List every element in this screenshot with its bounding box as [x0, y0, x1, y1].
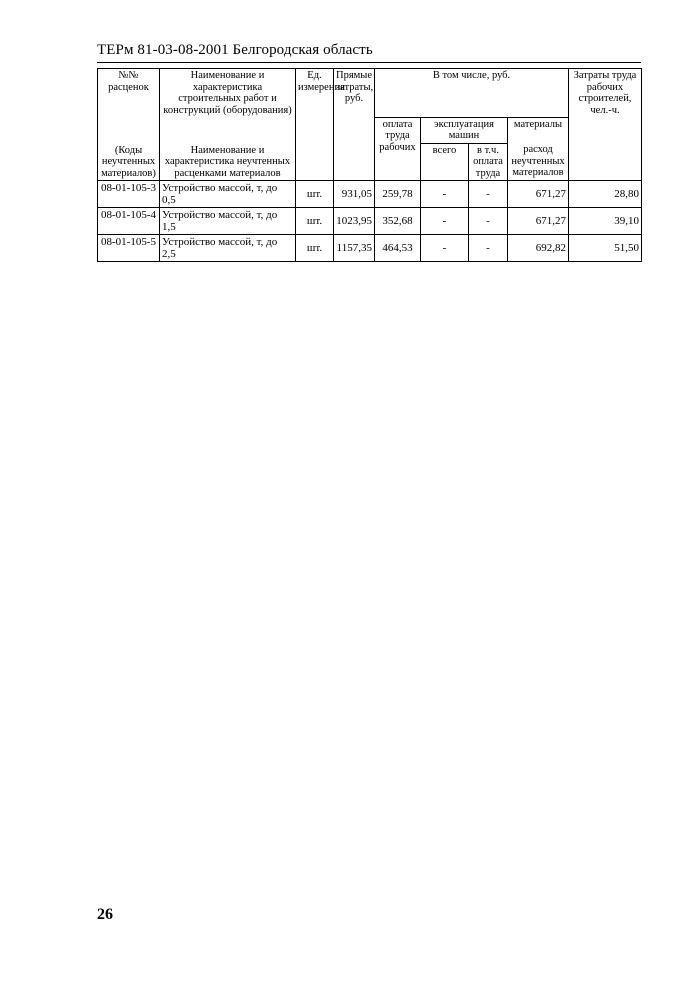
cell-materials: 671,27	[508, 208, 569, 235]
cell-machines-labor: -	[469, 181, 508, 208]
header-name-sub: Наименование и характеристика неучтенных расценками материалов	[160, 117, 296, 181]
cell-materials: 692,82	[508, 235, 569, 262]
cell-direct-costs: 1023,95	[334, 208, 375, 235]
cell-unit: шт.	[296, 208, 334, 235]
cell-machines-total: -	[421, 208, 469, 235]
cell-name: Устройство массой, т, до 1,5	[160, 208, 296, 235]
header-code: №№ расценок	[98, 69, 160, 118]
header-labor-costs: Затраты труда рабочих строителей, чел.-ч.	[569, 69, 642, 181]
header-code-sub: (Коды неучтенных материалов)	[98, 117, 160, 181]
table-row	[98, 208, 642, 235]
cell-labor-pay: 464,53	[375, 235, 421, 262]
rates-table	[97, 68, 642, 262]
header-materials: материалы	[508, 117, 569, 143]
cell-labor-pay: 352,68	[375, 208, 421, 235]
header-machines-labor: в т.ч. оплата труда	[469, 143, 508, 181]
header-direct-costs: Прямые затраты, руб.	[334, 69, 375, 181]
cell-machines-total: -	[421, 181, 469, 208]
cell-machines-total: -	[421, 235, 469, 262]
cell-labor-costs: 51,50	[569, 235, 642, 262]
cell-direct-costs: 931,05	[334, 181, 375, 208]
cell-name: Устройство массой, т, до 2,5	[160, 235, 296, 262]
table-row	[98, 181, 642, 208]
cell-materials: 671,27	[508, 181, 569, 208]
cell-unit: шт.	[296, 235, 334, 262]
document-title: ТЕРм 81-03-08-2001 Белгородская область	[97, 42, 373, 58]
header-row-1	[98, 69, 642, 118]
cell-direct-costs: 1157,35	[334, 235, 375, 262]
cell-unit: шт.	[296, 181, 334, 208]
header-incl-group: В том числе, руб.	[375, 69, 569, 118]
page-number: 26	[97, 906, 113, 923]
cell-labor-pay: 259,78	[375, 181, 421, 208]
header-labor-pay: оплата труда рабочих	[375, 117, 421, 181]
cell-code: 08-01-105-3	[98, 181, 160, 208]
title-rule	[97, 62, 641, 63]
cell-machines-labor: -	[469, 235, 508, 262]
cell-labor-costs: 28,80	[569, 181, 642, 208]
header-machines: эксплуатация машин	[421, 117, 508, 143]
cell-labor-costs: 39,10	[569, 208, 642, 235]
cell-code: 08-01-105-4	[98, 208, 160, 235]
header-unit: Ед. измерения	[296, 69, 334, 181]
header-machines-total: всего	[421, 143, 469, 181]
header-name: Наименование и характеристика строительных работ и конструкций (оборудования)	[160, 69, 296, 118]
table-row	[98, 235, 642, 262]
cell-code: 08-01-105-5	[98, 235, 160, 262]
cell-name: Устройство массой, т, до 0,5	[160, 181, 296, 208]
cell-machines-labor: -	[469, 208, 508, 235]
header-materials-sub: расход неучтенных материалов	[508, 143, 569, 181]
